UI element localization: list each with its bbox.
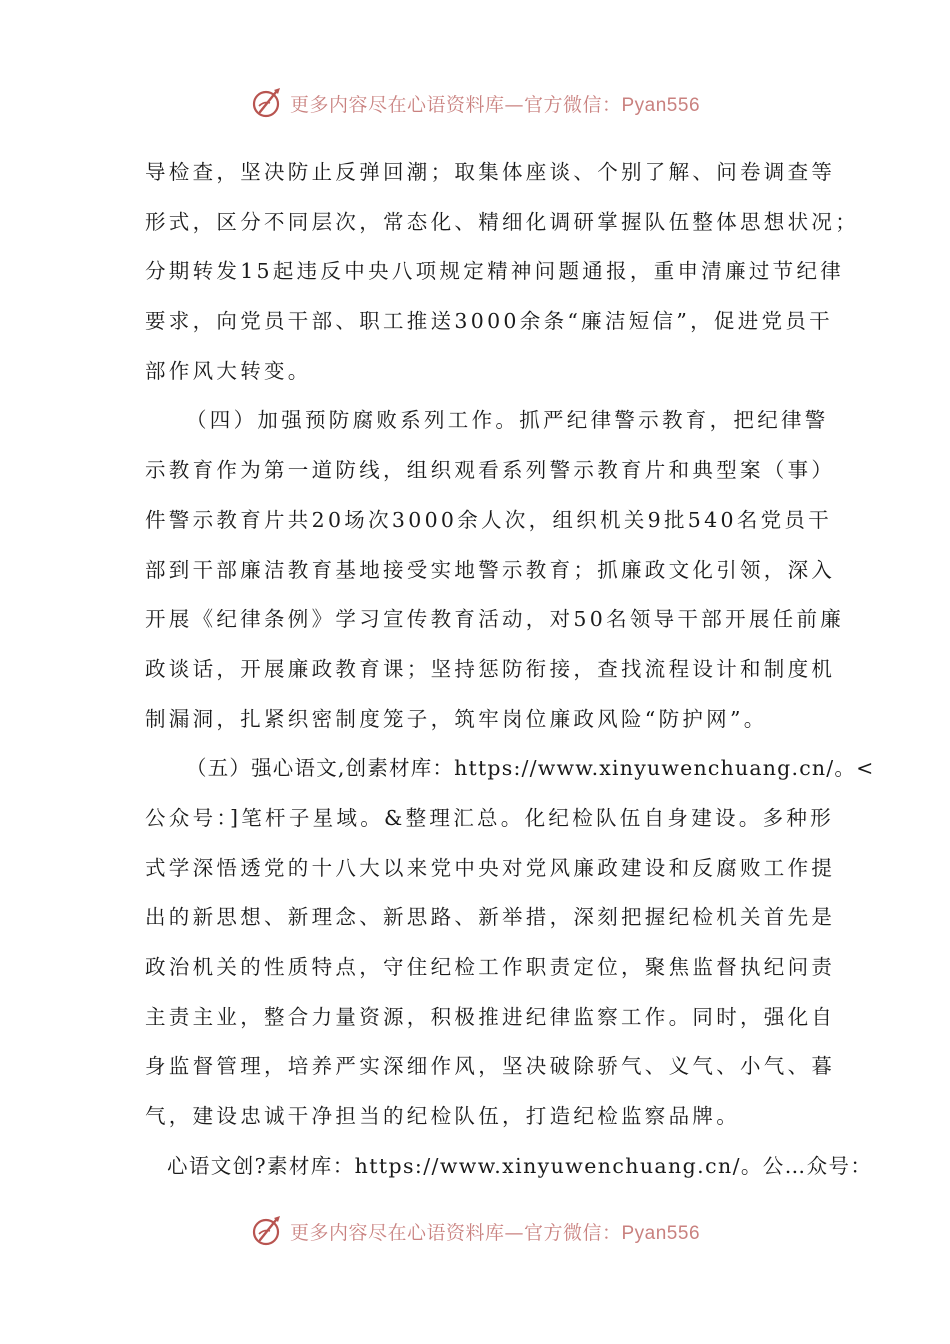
body-line: 要求，向党员干部、职工推送3000余条“廉洁短信”，促进党员干 — [145, 309, 833, 334]
header-banner-label: 更多内容尽在心语资料库—官方微信： — [289, 93, 622, 116]
body-line: 政治机关的性质特点，守住纪检工作职责定位，聚焦监督执纪问责 — [145, 955, 836, 979]
body-line: 开展《纪律条例》学习宣传教育活动，对50名领导干部开展任前廉 — [145, 607, 845, 632]
pen-logo-icon — [250, 1214, 284, 1248]
footer-banner-text — [290, 1218, 700, 1245]
header-wechat-id: Pyan556 — [621, 94, 701, 116]
footer-wechat-id: Pyan556 — [621, 1222, 701, 1244]
footer-banner — [0, 1211, 950, 1251]
body-line: 式学深悟透党的十八大以来党中央对党风廉政建设和反腐败工作提 — [145, 855, 836, 880]
header-banner — [0, 83, 950, 123]
body-line: 部到干部廉洁教育基地接受实地警示教育；抓廉政文化引领，深入 — [145, 557, 836, 582]
body-line: 形式，区分不同层次，常态化、精细化调研掌握队伍整体思想状况； — [145, 209, 859, 234]
body-line: 件警示教育片共20场次3000余人次，组织机关9批540名党员干 — [145, 507, 833, 532]
body-line: 部作风大转变。 — [145, 358, 312, 383]
document-body — [145, 148, 875, 1191]
body-line: 出的新思想、新理念、新思路、新举措，深刻把握纪检机关首先是 — [145, 905, 836, 930]
body-line: 公众号：]笔杆子星域。&整理汇总。化纪检队伍自身建设。多种形 — [145, 805, 834, 830]
body-line: 主责主业，整合力量资源，积极推进纪律监察工作。同时，强化自 — [145, 1004, 836, 1029]
section-four-heading: （四）加强预防腐败系列工作。抓严纪律警示教育，把纪律警 — [186, 408, 829, 433]
source-note-line: 心语文创?素材库：https://www.xinyuwenchuang.cn/。公…众号： — [167, 1153, 873, 1178]
footer-banner-label: 更多内容尽在心语资料库—官方微信： — [289, 1221, 622, 1244]
pen-logo-icon — [250, 86, 284, 120]
body-line: 导检查，坚决防止反弹回潮；取集体座谈、个别了解、问卷调查等 — [145, 160, 836, 184]
body-line: 制漏洞，扎紧织密制度笼子，筑牢岗位廉政风险“防护网”。 — [145, 706, 768, 731]
body-line: 示教育作为第一道防线，组织观看系列警示教育片和典型案（事） — [145, 458, 836, 483]
header-banner-text — [290, 90, 700, 117]
body-line: 身监督管理，培养严实深细作风，坚决破除骄气、义气、小气、暮 — [145, 1054, 836, 1079]
body-line: 政谈话，开展廉政教育课；坚持惩防衔接，查找流程设计和制度机 — [145, 656, 836, 681]
body-line: 气，建设忠诚干净担当的纪检队伍，打造纪检监察品牌。 — [145, 1104, 740, 1129]
section-five-heading: （五）强心语文,创素材库：https://www.xinyuwenchuang.cn/。< — [186, 756, 875, 781]
body-line: 分期转发15起违反中央八项规定精神问题通报，重申清廉过节纪律 — [145, 259, 845, 284]
